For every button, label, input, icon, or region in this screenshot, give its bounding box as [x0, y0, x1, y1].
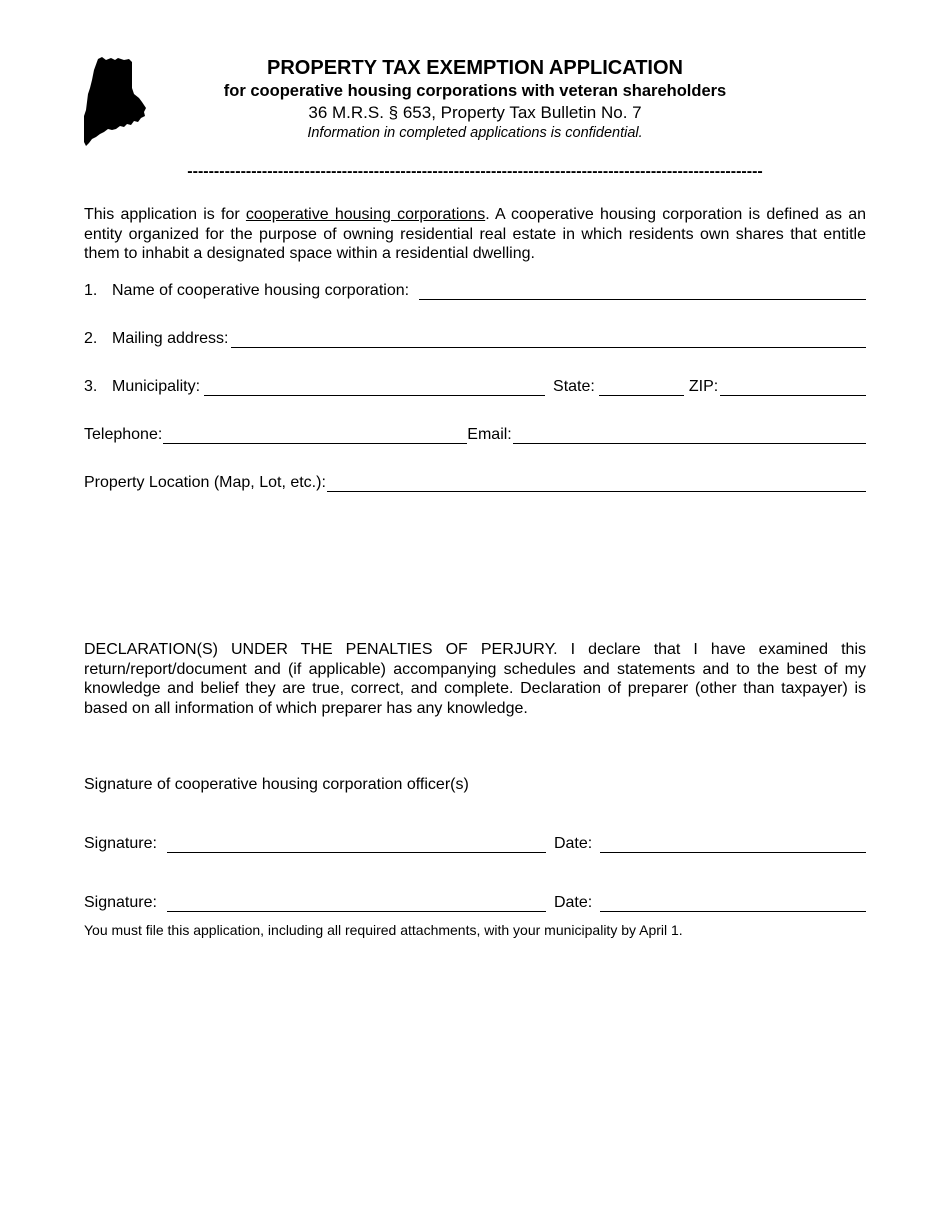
intro-text-rest: . A cooperative housing corporation is defined as an entity organized for the purpose of owning residential real estate in which residents own shares that entitle them to inhabit a designated space within a residential dwelling.: [84, 206, 867, 262]
signature-caption: Signature of cooperative housing corporation officer(s): [84, 776, 469, 793]
property-location-label: Property Location (Map, Lot, etc.):: [84, 474, 326, 491]
state-label: State:: [553, 378, 595, 395]
field-row-municipality: [84, 377, 866, 397]
field-row-property-location: [84, 473, 866, 493]
question-number: 1.: [84, 282, 98, 299]
corporation-name-label: Name of cooperative housing corporation:: [112, 282, 410, 299]
intro-term-underlined: cooperative housing corporations: [245, 206, 486, 223]
field-row-corporation-name: [84, 281, 866, 301]
question-number: 2.: [84, 330, 98, 347]
mailing-address-field[interactable]: [231, 331, 867, 348]
form-header: [150, 56, 800, 143]
date-field-1[interactable]: [600, 836, 866, 853]
filing-deadline-notice: You must file this application, including all required attachments, with your municipality by April 1.: [84, 922, 683, 938]
municipality-field[interactable]: [204, 379, 545, 396]
confidentiality-notice: Information in completed applications is confidential.: [307, 125, 643, 141]
signature-row-1: [84, 834, 866, 854]
property-location-field[interactable]: [327, 475, 866, 492]
intro-paragraph: [84, 205, 866, 264]
perjury-declaration: DECLARATION(S) UNDER THE PENALTIES OF PERJURY. I declare that I have examined this return/report/document and (if applicable) accompanying schedules and statements and to the best of my knowledge and belief they are true, correct, and complete. Declaration of preparer (other than taxpayer) is based on all information of which preparer has any knowledge.: [84, 641, 866, 717]
signature-field-2[interactable]: [167, 895, 546, 912]
signature-label: Signature:: [84, 835, 157, 852]
form-title: PROPERTY TAX EXEMPTION APPLICATION: [267, 57, 683, 79]
telephone-label: Telephone:: [84, 426, 163, 443]
email-label: Email:: [467, 426, 512, 443]
form-subtitle: for cooperative housing corporations with veteran shareholders: [223, 82, 727, 100]
maine-state-logo-icon: [84, 56, 146, 146]
statute-reference: 36 M.R.S. § 653, Property Tax Bulletin No. 7: [308, 103, 642, 122]
signature-label: Signature:: [84, 894, 157, 911]
field-row-contact: [84, 425, 866, 445]
date-label: Date:: [553, 835, 593, 852]
municipality-label: Municipality:: [112, 378, 201, 395]
date-label: Date:: [553, 894, 593, 911]
state-field[interactable]: [599, 379, 684, 396]
telephone-field[interactable]: [163, 427, 467, 444]
zip-field[interactable]: [720, 379, 866, 396]
date-field-2[interactable]: [600, 895, 866, 912]
dashed-divider: ------------------------------------------------------------------------------------------------------------: [187, 163, 763, 180]
email-field[interactable]: [513, 427, 866, 444]
corporation-name-field[interactable]: [419, 283, 866, 300]
zip-label: ZIP:: [688, 378, 719, 395]
question-number: 3.: [84, 378, 98, 395]
signature-field-1[interactable]: [167, 836, 546, 853]
intro-text-start: This application is for: [84, 206, 246, 223]
field-row-mailing-address: [84, 329, 866, 349]
mailing-address-label: Mailing address:: [112, 330, 229, 347]
signature-row-2: [84, 893, 866, 913]
